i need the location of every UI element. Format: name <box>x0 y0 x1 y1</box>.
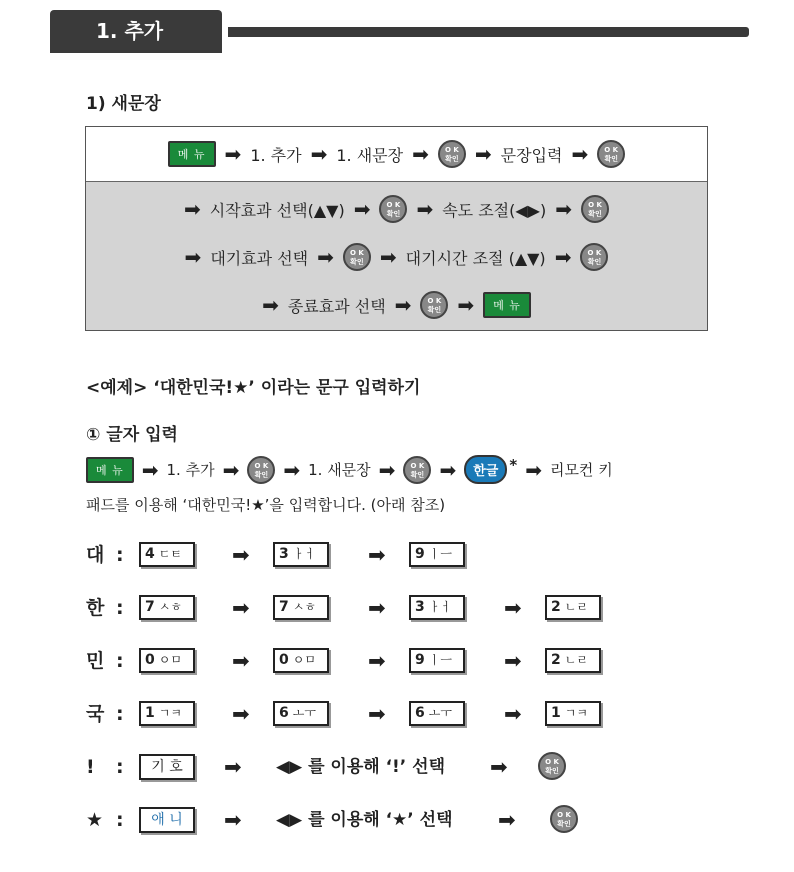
key-number: 9 <box>415 652 425 668</box>
example-title: <예제> ‘대한민국!★’ 이라는 문구 입력하기 <box>86 378 421 398</box>
keypad-key <box>273 542 329 567</box>
menu-button: 메 뉴 <box>168 141 216 167</box>
arrow-icon: ➡ <box>571 142 589 166</box>
ok-button-icon: O K 확인 <box>538 752 566 780</box>
menu-button: 메 뉴 <box>86 457 134 483</box>
key-jamo: ㄷㅌ <box>158 547 182 561</box>
arrow-icon: ➡ <box>525 457 542 482</box>
key-jamo: ㅇㅁ <box>292 653 316 667</box>
flow-row-1 <box>86 140 707 168</box>
function-key: 애 니 <box>139 807 195 833</box>
key-jamo: ㅅㅎ <box>292 600 316 614</box>
arrow-icon: ➡ <box>224 142 242 166</box>
selection-instruction: ◀▶ 를 이용해 ‘★’ 선택 <box>276 810 453 830</box>
flow-step: 1. 추가 <box>250 145 302 165</box>
flow-step: 종료효과 선택 <box>287 296 386 316</box>
key-jamo: ㄱㅋ <box>564 706 588 720</box>
arrow-icon: ➡ <box>232 596 250 620</box>
ok-button-icon: O K 확인 <box>438 140 466 168</box>
key-jamo: ㅗㅜ <box>292 706 316 720</box>
target-character: ★ <box>86 809 104 831</box>
key-number: 1 <box>145 705 155 721</box>
keypad-key <box>409 595 465 620</box>
arrow-icon: ➡ <box>222 457 240 482</box>
instruction-step: 1. 추가 <box>166 461 215 479</box>
target-character: 민 <box>86 650 105 672</box>
footnote-mark: * <box>509 455 518 474</box>
arrow-icon: ➡ <box>490 755 508 779</box>
target-character: ! <box>86 756 95 778</box>
key-number: 9 <box>415 546 425 562</box>
keypad-key <box>273 595 329 620</box>
arrow-icon: ➡ <box>504 596 522 620</box>
colon: : <box>116 544 124 566</box>
arrow-icon: ➡ <box>232 543 250 567</box>
section-title-bar <box>228 27 749 37</box>
arrow-icon: ➡ <box>378 457 396 482</box>
arrow-icon: ➡ <box>504 649 522 673</box>
arrow-icon: ➡ <box>224 755 242 779</box>
keypad-key <box>409 542 465 567</box>
keypad-key <box>545 701 601 726</box>
arrow-icon: ➡ <box>555 197 572 221</box>
key-jamo: ㅣㅡ <box>428 547 452 561</box>
ok-button-icon: O K 확인 <box>247 456 275 484</box>
key-number: 0 <box>145 652 155 668</box>
key-jamo: ㅏㅓ <box>428 600 452 614</box>
keypad-key <box>273 648 329 673</box>
arrow-icon: ➡ <box>554 245 572 269</box>
ok-button-icon: O K 확인 <box>420 291 448 319</box>
key-jamo: ㄱㅋ <box>158 706 182 720</box>
flow-step: 속도 조절(◀▶) <box>442 200 547 220</box>
target-character: 한 <box>86 597 105 619</box>
key-number: 2 <box>551 652 561 668</box>
key-number: 3 <box>415 599 425 615</box>
arrow-icon: ➡ <box>412 142 429 166</box>
ok-button-icon: O K 확인 <box>597 140 625 168</box>
key-jamo: ㅗㅜ <box>428 706 452 720</box>
ok-button-icon: O K 확인 <box>343 243 371 271</box>
keypad-key <box>545 648 601 673</box>
instruction-step: 리모컨 키 <box>549 461 613 479</box>
arrow-icon: ➡ <box>379 245 397 269</box>
ok-button-icon: O K 확인 <box>403 456 431 484</box>
flow-step: 시작효과 선택(▲▼) <box>209 200 345 220</box>
arrow-icon: ➡ <box>368 649 386 673</box>
key-jamo: ㄴㄹ <box>564 600 588 614</box>
keypad-key <box>409 701 465 726</box>
arrow-icon: ➡ <box>368 702 386 726</box>
colon: : <box>116 809 124 831</box>
key-number: 2 <box>551 599 561 615</box>
keypad-key <box>139 701 195 726</box>
arrow-icon: ➡ <box>474 142 492 166</box>
flow-step: 대기시간 조절 (▲▼) <box>405 248 546 268</box>
flow-step: 1. 새문장 <box>336 145 404 165</box>
colon: : <box>116 703 124 725</box>
flow-box <box>85 126 708 331</box>
arrow-icon: ➡ <box>498 808 516 832</box>
arrow-icon: ➡ <box>368 543 386 567</box>
target-character: 대 <box>86 544 105 566</box>
key-number: 6 <box>279 705 289 721</box>
flow-row-2 <box>86 195 707 223</box>
key-number: 6 <box>415 705 425 721</box>
arrow-icon: ➡ <box>353 197 371 221</box>
keypad-key <box>409 648 465 673</box>
arrow-icon: ➡ <box>310 142 328 166</box>
key-number: 7 <box>279 599 289 615</box>
arrow-icon: ➡ <box>232 702 250 726</box>
arrow-icon: ➡ <box>504 702 522 726</box>
menu-button: 메 뉴 <box>483 292 531 318</box>
ok-button-icon: O K 확인 <box>581 195 609 223</box>
ok-button-icon: O K 확인 <box>379 195 407 223</box>
keypad-key <box>139 595 195 620</box>
target-character: 국 <box>86 703 105 725</box>
subsection-title: 1) 새문장 <box>86 94 161 114</box>
keypad-key <box>139 542 195 567</box>
keypad-key <box>545 595 601 620</box>
key-number: 0 <box>279 652 289 668</box>
colon: : <box>116 650 124 672</box>
key-jamo: ㅏㅓ <box>292 547 316 561</box>
colon: : <box>116 597 124 619</box>
keypad-key <box>139 648 195 673</box>
key-jamo: ㄴㄹ <box>564 653 588 667</box>
flow-step: 대기효과 선택 <box>210 248 309 268</box>
hangul-button: 한글 <box>464 455 507 484</box>
ok-button-icon: O K 확인 <box>580 243 608 271</box>
arrow-icon: ➡ <box>184 197 201 221</box>
key-number: 3 <box>279 546 289 562</box>
key-number: 7 <box>145 599 155 615</box>
arrow-icon: ➡ <box>232 649 250 673</box>
arrow-icon: ➡ <box>283 457 301 482</box>
instruction-line-2: 패드를 이용해 ‘대한민국!★’을 입력합니다. (아래 참조) <box>86 496 446 514</box>
arrow-icon: ➡ <box>368 596 386 620</box>
key-jamo: ㅣㅡ <box>428 653 452 667</box>
key-number: 4 <box>145 546 155 562</box>
flow-row-3 <box>86 243 707 271</box>
arrow-icon: ➡ <box>317 245 334 269</box>
flow-row-4 <box>86 291 707 319</box>
arrow-icon: ➡ <box>184 245 202 269</box>
flow-step: 문장입력 <box>500 145 563 165</box>
key-number: 1 <box>551 705 561 721</box>
colon: : <box>116 756 124 778</box>
arrow-icon: ➡ <box>224 808 242 832</box>
selection-instruction: ◀▶ 를 이용해 ‘!’ 선택 <box>276 757 446 777</box>
arrow-icon: ➡ <box>416 197 434 221</box>
step-title: ① 글자 입력 <box>86 425 178 445</box>
arrow-icon: ➡ <box>457 293 475 317</box>
key-jamo: ㅇㅁ <box>158 653 182 667</box>
ok-button-icon: O K 확인 <box>550 805 578 833</box>
key-jamo: ㅅㅎ <box>158 600 182 614</box>
instruction-line-1 <box>86 455 613 484</box>
arrow-icon: ➡ <box>394 293 412 317</box>
arrow-icon: ➡ <box>141 457 159 482</box>
section-title: 1. 추가 <box>50 10 222 53</box>
arrow-icon: ➡ <box>439 457 457 482</box>
keypad-key <box>273 701 329 726</box>
function-key: 기 호 <box>139 754 195 780</box>
arrow-icon: ➡ <box>262 293 279 317</box>
instruction-step: 1. 새문장 <box>308 461 371 479</box>
